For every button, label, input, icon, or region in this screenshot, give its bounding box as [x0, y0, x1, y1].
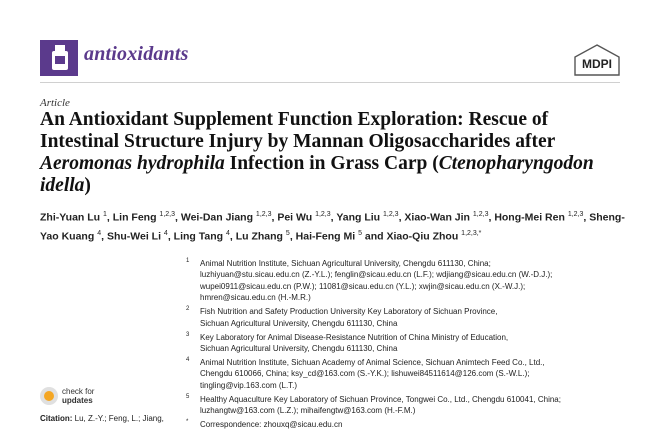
title-part: Aeromonas hydrophila	[40, 153, 225, 174]
author-affiliation-sup: 5	[285, 229, 290, 237]
author-name[interactable]: Zhi-Yuan Lu	[40, 211, 101, 224]
author-name[interactable]: Yang Liu	[336, 211, 381, 224]
mdpi-logo[interactable]	[574, 44, 620, 76]
article-title	[40, 109, 630, 197]
check-for-updates-button[interactable]	[40, 386, 100, 410]
affiliation-line: wupei0911@sicau.edu.cn (P.W.); 11081@sicau.edu.cn (Y.L.); xwjin@sicau.edu.cn (X.-W.J.);	[200, 281, 526, 291]
author-name[interactable]: Shu-Wei Li	[106, 230, 161, 242]
author-affiliation-sup: 1,2,3,*	[461, 229, 482, 237]
affiliation-item	[186, 306, 636, 329]
author-name[interactable]: Xiao-Qiu Zhou	[386, 230, 459, 242]
title-part: Ctenopharyngodon idella	[40, 153, 594, 196]
author-name[interactable]: Hai-Feng Mi	[295, 230, 356, 242]
author-affiliation-sup: 1	[103, 211, 107, 218]
author-name[interactable]: Xiao-Wan Jin	[404, 211, 470, 224]
affiliation-number: 2	[186, 306, 190, 313]
affiliation-line: Sichuan Agricultural University, Chengdu 611130, China	[200, 344, 398, 354]
author-affiliation-sup: 4	[163, 229, 168, 237]
citation-text	[40, 413, 180, 424]
affiliation-item	[186, 419, 636, 430]
affiliation-number: *	[186, 419, 189, 426]
affiliation-line: Animal Nutrition Institute, Sichuan Academy of Animal Science, Sichuan Animtech Feed Co., Ltd.,	[200, 358, 545, 368]
header-divider	[40, 82, 620, 83]
author-name[interactable]: Lu Zhang	[235, 230, 283, 242]
affiliation-line: luzhiyuan@stu.sicau.edu.cn (Z.-Y.L.); fenglin@sicau.edu.cn (L.F.); wdjiang@sicau.edu.cn (W.-D.J.);	[200, 270, 553, 280]
affiliation-line: Chengdu 610066, China; ksy_cd@163.com (S.-Y.K.); lishuwei84511614@126.com (S.-W.L.);	[200, 369, 530, 379]
affiliation-number: 5	[186, 393, 190, 400]
affiliation-line: Healthy Aquaculture Key Laboratory of Sichuan Province, Tongwei Co., Ltd., Chengdu 610041, China;	[200, 394, 561, 404]
author-affiliation-sup: 1,2,3	[255, 211, 272, 218]
citation-label: Citation:	[40, 414, 73, 423]
author-name[interactable]: Pei Wu	[277, 211, 313, 224]
author-affiliation-sup: 1,2,3	[472, 211, 489, 218]
affiliation-line: tingling@vip.163.com (L.T.)	[200, 380, 298, 390]
author-affiliation-sup: 4	[225, 229, 230, 237]
mdpi-text: MDPI	[582, 57, 612, 71]
affiliation-number: 4	[186, 357, 190, 364]
affiliation-number: 3	[186, 331, 190, 338]
author-name[interactable]: Sheng-Yao Kuang	[40, 211, 625, 242]
affiliations-list	[186, 258, 636, 433]
affiliation-line: Key Laboratory for Animal Disease-Resistance Nutrition of China Ministry of Education,	[200, 332, 509, 342]
title-part: )	[84, 175, 91, 196]
author-affiliation-sup: 5	[358, 229, 362, 237]
affiliation-number: 1	[186, 258, 190, 264]
affiliation-item	[186, 394, 636, 417]
affiliation-line: Correspondence: zhouxq@sicau.edu.cn	[200, 420, 343, 430]
author-affiliation-sup: 1,2,3	[383, 211, 399, 218]
affiliation-line: hmren@sicau.edu.cn (H.-M.R.)	[200, 293, 311, 303]
affiliation-item	[186, 357, 636, 391]
affiliation-line: Fish Nutrition and Safety Production University Key Laboratory of Sichuan Province,	[200, 307, 498, 317]
affiliation-line: Animal Nutrition Institute, Sichuan Agricultural University, Chengdu 611130, China;	[200, 259, 491, 268]
affiliation-item	[186, 332, 636, 355]
journal-logo-icon	[40, 40, 78, 76]
affiliation-item	[186, 258, 636, 304]
title-part: An Antioxidant Supplement Function Exploration: Rescue of Intestinal Structure Injury by Mannan Oligosaccharides after	[40, 109, 555, 152]
journal-name[interactable]: antioxidants	[84, 43, 189, 65]
author-affiliation-sup: 1,2,3	[315, 211, 331, 218]
affiliation-line: Sichuan Agricultural University, Chengdu 611130, China	[200, 318, 398, 328]
affiliation-line: luzhangtw@163.com (L.Z.); mihaifengtw@163.com (H.-F.M.)	[200, 406, 416, 416]
article-type: Article	[40, 97, 70, 109]
author-name[interactable]: Hong-Mei Ren	[494, 211, 565, 224]
author-affiliation-sup: 1,2,3	[567, 211, 584, 218]
author-list: Zhi-Yuan Lu $^1$, Lin Feng $^{1,2,3}$, Wei-Dan Jiang $^{1,2,3}$, Pei Wu $^{1,2,3}$, Yang Liu $^{1,2,3}$, Xiao-Wan Jin $^{1,2,3}$, Hong-Mei Ren $^{1,2,3}$, Sheng-Yao Kuang $^4$, Shu-Wei Li $^4$, Ling Tang $^4$, Lu Zhang $^5$, Hai-Feng Mi $^5$ and Xiao-Qiu Zhou $^{1,2,3,*}$	[40, 211, 625, 242]
author-name[interactable]: Lin Feng	[112, 211, 157, 224]
author-name[interactable]: Ling Tang	[173, 230, 224, 242]
citation-body: Lu, Z.-Y.; Feng, L.; Jiang,	[72, 414, 164, 423]
author-name[interactable]: Wei-Dan Jiang	[180, 211, 253, 224]
author-affiliation-sup: 4	[97, 229, 102, 237]
check-updates-label: check for updates	[62, 387, 95, 405]
title-part: Infection in Grass Carp (	[224, 153, 439, 174]
check-updates-icon	[40, 387, 58, 405]
author-affiliation-sup: 1,2,3	[159, 211, 175, 218]
